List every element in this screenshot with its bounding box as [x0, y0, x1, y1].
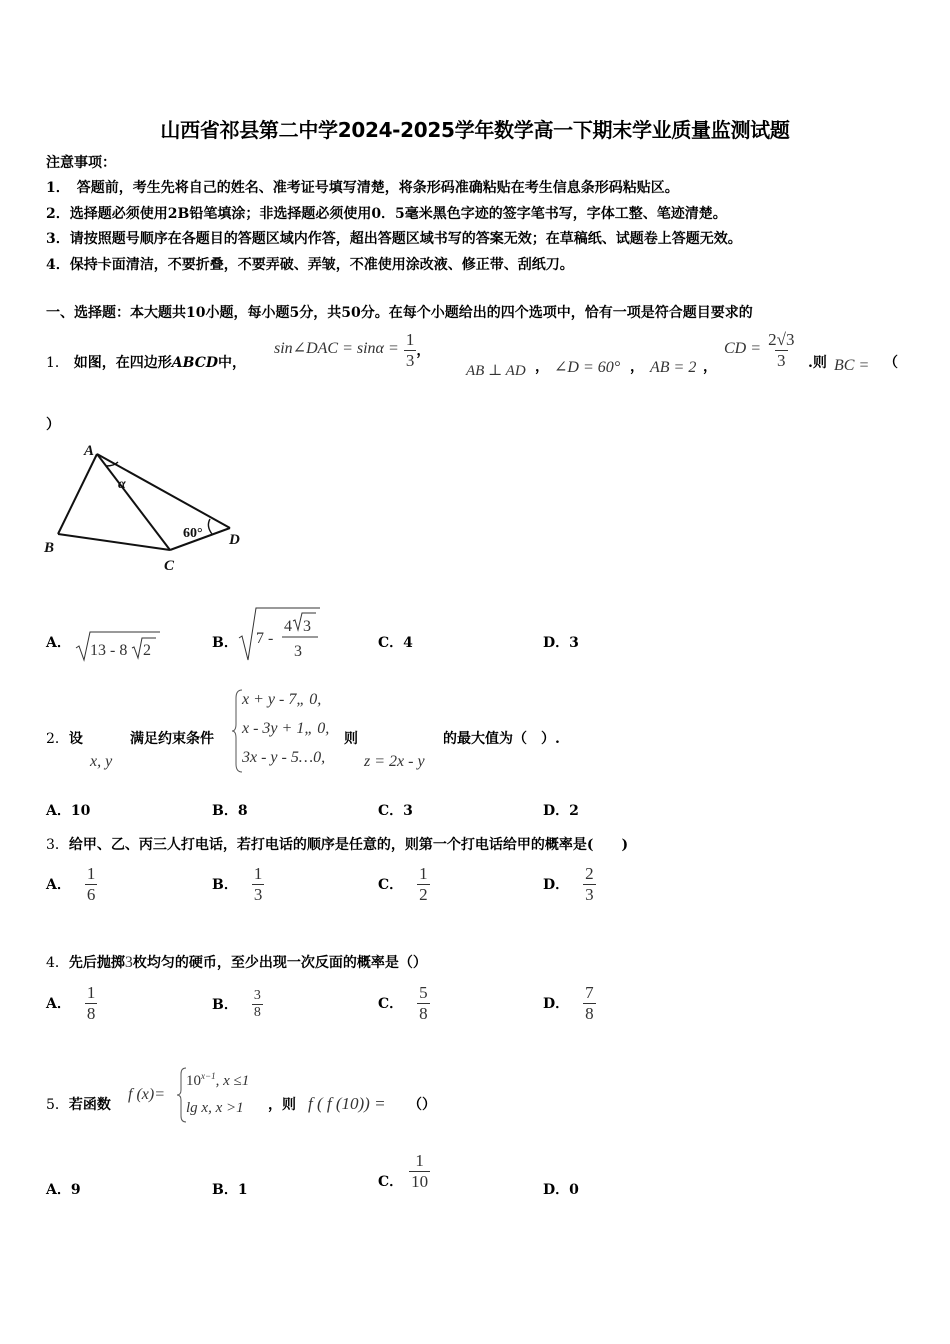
- q2-stem: [46, 728, 83, 748]
- q5-case1: [186, 1071, 249, 1090]
- q5-stem: [46, 1094, 111, 1114]
- q1-option-b-label: B．: [212, 635, 238, 651]
- q5-f: f (x)=: [128, 1086, 165, 1103]
- q3-option-d-den: 3: [585, 885, 594, 904]
- q2-option-b: [212, 800, 248, 820]
- q4-option-a-den: 8: [86, 1004, 96, 1023]
- q4-option-c-num: 5: [419, 983, 428, 1002]
- q1-abcd: ABCD: [171, 355, 219, 371]
- q5-option-c-frac: [409, 1151, 430, 1192]
- q4-option-d-den: 8: [585, 1004, 594, 1023]
- q3-option-b-den: 3: [253, 885, 263, 904]
- q1-option-c-label: C．: [378, 635, 404, 651]
- q3-number: 3．: [46, 837, 69, 853]
- q4-option-b-num: 3: [253, 988, 261, 1003]
- q4-option-d: [543, 983, 596, 1024]
- q5-t2: ，则: [268, 1097, 296, 1113]
- q1-cond5-frac: [766, 330, 796, 371]
- q1-cond1-den: 3: [405, 351, 415, 370]
- q4-option-b: [212, 988, 263, 1021]
- q3-option-b-label: B．: [212, 877, 238, 893]
- q3-option-c-frac: [417, 864, 430, 905]
- q4-option-b-label: B．: [212, 997, 238, 1013]
- q1-number: 1．: [46, 355, 69, 371]
- q3-option-d: [543, 864, 596, 905]
- q4-option-d-frac: [583, 983, 596, 1024]
- q4-option-a: [46, 983, 97, 1024]
- q1-option-a-label: A．: [46, 635, 71, 651]
- q4-option-a-frac: [85, 983, 98, 1024]
- q2-c1: x + y - 7„ 0,: [242, 691, 322, 708]
- q4-option-c-frac: [417, 983, 430, 1024]
- q2-z: z = 2x - y: [364, 753, 425, 770]
- q3-option-a-label: A．: [46, 877, 71, 893]
- q1-paren-open: （: [884, 355, 898, 371]
- q1-then: .则: [808, 355, 827, 371]
- q5-case1-cond: , x ≤1: [215, 1073, 250, 1089]
- q1-cond5-den: 3: [777, 351, 786, 370]
- q4-option-c-den: 8: [419, 1004, 428, 1023]
- q5-number: 5．: [46, 1097, 69, 1113]
- q2-number: 2．: [46, 731, 69, 747]
- q4-option-c: [378, 983, 430, 1024]
- q2-option-c-value: 3: [403, 803, 413, 819]
- q1-option-d: [543, 632, 579, 652]
- q3-option-d-num: 2: [585, 864, 594, 883]
- q2-c2: x - 3y + 1„ 0,: [242, 720, 330, 737]
- q5-option-c: [378, 1151, 430, 1192]
- svg-text:3: 3: [303, 618, 311, 635]
- q1-stem: [46, 352, 246, 372]
- q3-option-b: [212, 864, 264, 905]
- q4-option-a-label: A．: [46, 996, 71, 1012]
- q1-option-a-expr: [72, 628, 162, 664]
- q5-option-a-label: A．: [46, 1182, 71, 1198]
- q4-option-a-num: 1: [86, 983, 96, 1002]
- q5-option-a: [46, 1179, 81, 1199]
- note-item-4: 4．保持卡面清洁，不要折叠，不要弄破、弄皱，不准使用涂改液、修正带、刮纸刀。: [46, 257, 574, 273]
- q3-option-a-den: 6: [86, 885, 96, 904]
- q5-option-b-label: B．: [212, 1182, 238, 1198]
- q2-t4: 的最大值为（ ）.: [443, 731, 560, 747]
- q1-option-c: [378, 632, 413, 652]
- q5-option-d: [543, 1179, 579, 1199]
- q1-paren-close: ）: [46, 417, 60, 433]
- q5-option-d-value: 0: [569, 1182, 579, 1198]
- q5-option-c-num: 1: [415, 1151, 424, 1170]
- q1-cond5: [724, 330, 796, 371]
- q5-case1-exp: x−1: [201, 1071, 216, 1081]
- q2-option-d-value: 2: [569, 803, 579, 819]
- angle-arc: [208, 519, 212, 534]
- edge-bc: [58, 534, 170, 550]
- q4-option-d-label: D．: [543, 996, 570, 1012]
- q1-option-c-value: 4: [403, 635, 413, 651]
- q4-option-c-label: C．: [378, 996, 404, 1012]
- label-c: C: [164, 558, 175, 574]
- note-item-1: 1． 答题前，考生先将自己的姓名、准考证号填写清楚，将条形码准确粘贴在考生信息条形码粘贴区。: [46, 180, 679, 196]
- q2-option-d: [543, 800, 579, 820]
- q1-cond4: AB = 2: [650, 359, 697, 376]
- label-alpha: α: [118, 477, 126, 492]
- q3-option-a: [46, 864, 97, 905]
- q3-stem: [46, 834, 628, 854]
- note-item-2: 2．选择题必须使用2B铅笔填涂；非选择题必须使用0．5毫米黑色字迹的签字笔书写，字体工整、笔迹清楚。: [46, 206, 727, 222]
- q2-option-a-value: 10: [70, 803, 91, 819]
- edge-ad: [97, 454, 230, 528]
- page-title: 山西省祁县第二中学2024-2025学年数学高一下期末学业质量监测试题: [160, 118, 790, 142]
- svg-text:4: 4: [284, 618, 292, 635]
- q4-t1: 先后抛掷: [68, 955, 125, 971]
- q2-option-d-label: D．: [543, 803, 570, 819]
- q1-cond1-frac: [404, 330, 417, 371]
- q1-option-d-value: 3: [569, 635, 579, 651]
- section-heading: 一、选择题：本大题共10小题，每小题5分，共50分。在每个小题给出的四个选项中，恰有一项是符合题目要求的: [46, 305, 753, 321]
- q5-case2: lg x, x >1: [186, 1100, 244, 1116]
- q2-option-a: [46, 800, 90, 820]
- edge-ac: [97, 454, 170, 550]
- q2-option-a-label: A．: [46, 803, 71, 819]
- q4-stem: [46, 952, 427, 972]
- q4-number: 4．: [46, 955, 69, 971]
- q1-cond1-num: 1: [405, 330, 415, 349]
- q2-c3: 3x - y - 5…0,: [242, 749, 326, 766]
- q1-text-b: 中，: [218, 355, 247, 371]
- q3-option-a-frac: [85, 864, 98, 905]
- q3-option-b-num: 1: [253, 864, 263, 883]
- q2-option-c: [378, 800, 413, 820]
- q2-t2: 满足约束条件: [130, 731, 214, 747]
- q3-option-a-num: 1: [86, 864, 96, 883]
- q1-cond5-num: 2√3: [768, 330, 795, 349]
- q5-option-d-label: D．: [543, 1182, 570, 1198]
- q2-vars: x, y: [90, 753, 113, 770]
- q1-cond1-expr: sin∠DAC = sinα =: [274, 340, 399, 357]
- label-60: 60°: [183, 526, 203, 541]
- q1-cond2: AB ⊥ AD: [466, 363, 526, 379]
- q2-option-c-label: C．: [378, 803, 404, 819]
- q1-option-d-label: D．: [543, 635, 570, 651]
- q3-option-c-num: 1: [419, 864, 428, 883]
- q3-option-c: [378, 864, 430, 905]
- note-item-3: 3．请按照题号顺序在各题目的答题区域内作答，超出答题区域书写的答案无效；在草稿纸、试题卷上答题无效。: [46, 231, 742, 247]
- q5-option-c-label: C．: [378, 1174, 404, 1190]
- q5-option-a-value: 9: [70, 1182, 81, 1198]
- q1-cond3: ∠D = 60°: [554, 359, 621, 376]
- q1-target: BC =: [834, 357, 870, 374]
- q1-text-a: 如图，在四边形: [73, 355, 172, 371]
- q1-cond1: sin∠DAC = sinα = $\frac{1}{3}$ ，: [274, 330, 431, 370]
- q2-option-b-label: B．: [212, 803, 238, 819]
- q5-t3: （）: [408, 1097, 436, 1113]
- label-d: D: [229, 532, 240, 548]
- q1-option-b-expr: [236, 604, 326, 664]
- label-b: B: [44, 540, 55, 556]
- q2-option-b-value: 8: [237, 803, 248, 819]
- q4-option-d-num: 7: [585, 983, 594, 1002]
- q1-figure: [40, 440, 250, 575]
- q3-option-b-frac: [252, 864, 265, 905]
- label-a: A: [84, 443, 95, 459]
- q4-n: 3: [124, 954, 133, 971]
- q5-option-c-den: 10: [411, 1172, 429, 1191]
- q5-option-b-value: 1: [237, 1182, 248, 1198]
- q3-option-c-label: C．: [378, 877, 404, 893]
- q5-t1: 若函数: [68, 1097, 111, 1113]
- q3-option-d-frac: [583, 864, 596, 905]
- q3-text: 给甲、乙、丙三人打电话，若打电话的顺序是任意的，则第一个打电话给甲的概率是( ): [68, 837, 629, 853]
- notes-heading: 注意事项：: [46, 155, 116, 171]
- q2-t3: 则: [344, 731, 358, 747]
- q3-option-c-den: 2: [419, 885, 428, 904]
- svg-text:7 -: 7 -: [256, 630, 274, 647]
- q4-t2: 枚均匀的硬币，至少出现一次反面的概率是（）: [132, 955, 427, 971]
- q2-t1: 设: [68, 731, 83, 747]
- q5-option-b: [212, 1179, 248, 1199]
- svg-text:2: 2: [143, 642, 151, 659]
- q4-option-b-den: 8: [253, 1005, 261, 1020]
- svg-text:3: 3: [294, 643, 302, 660]
- edge-ab: [58, 454, 97, 534]
- q1-cond5-expr: CD =: [724, 340, 762, 357]
- q5-case1-base: 10: [186, 1073, 201, 1089]
- svg-text:13 - 8: 13 - 8: [90, 642, 128, 659]
- q4-option-b-frac: [252, 988, 263, 1021]
- q5-expr: f ( f (10)) =: [308, 1094, 386, 1113]
- q3-option-d-label: D．: [543, 877, 570, 893]
